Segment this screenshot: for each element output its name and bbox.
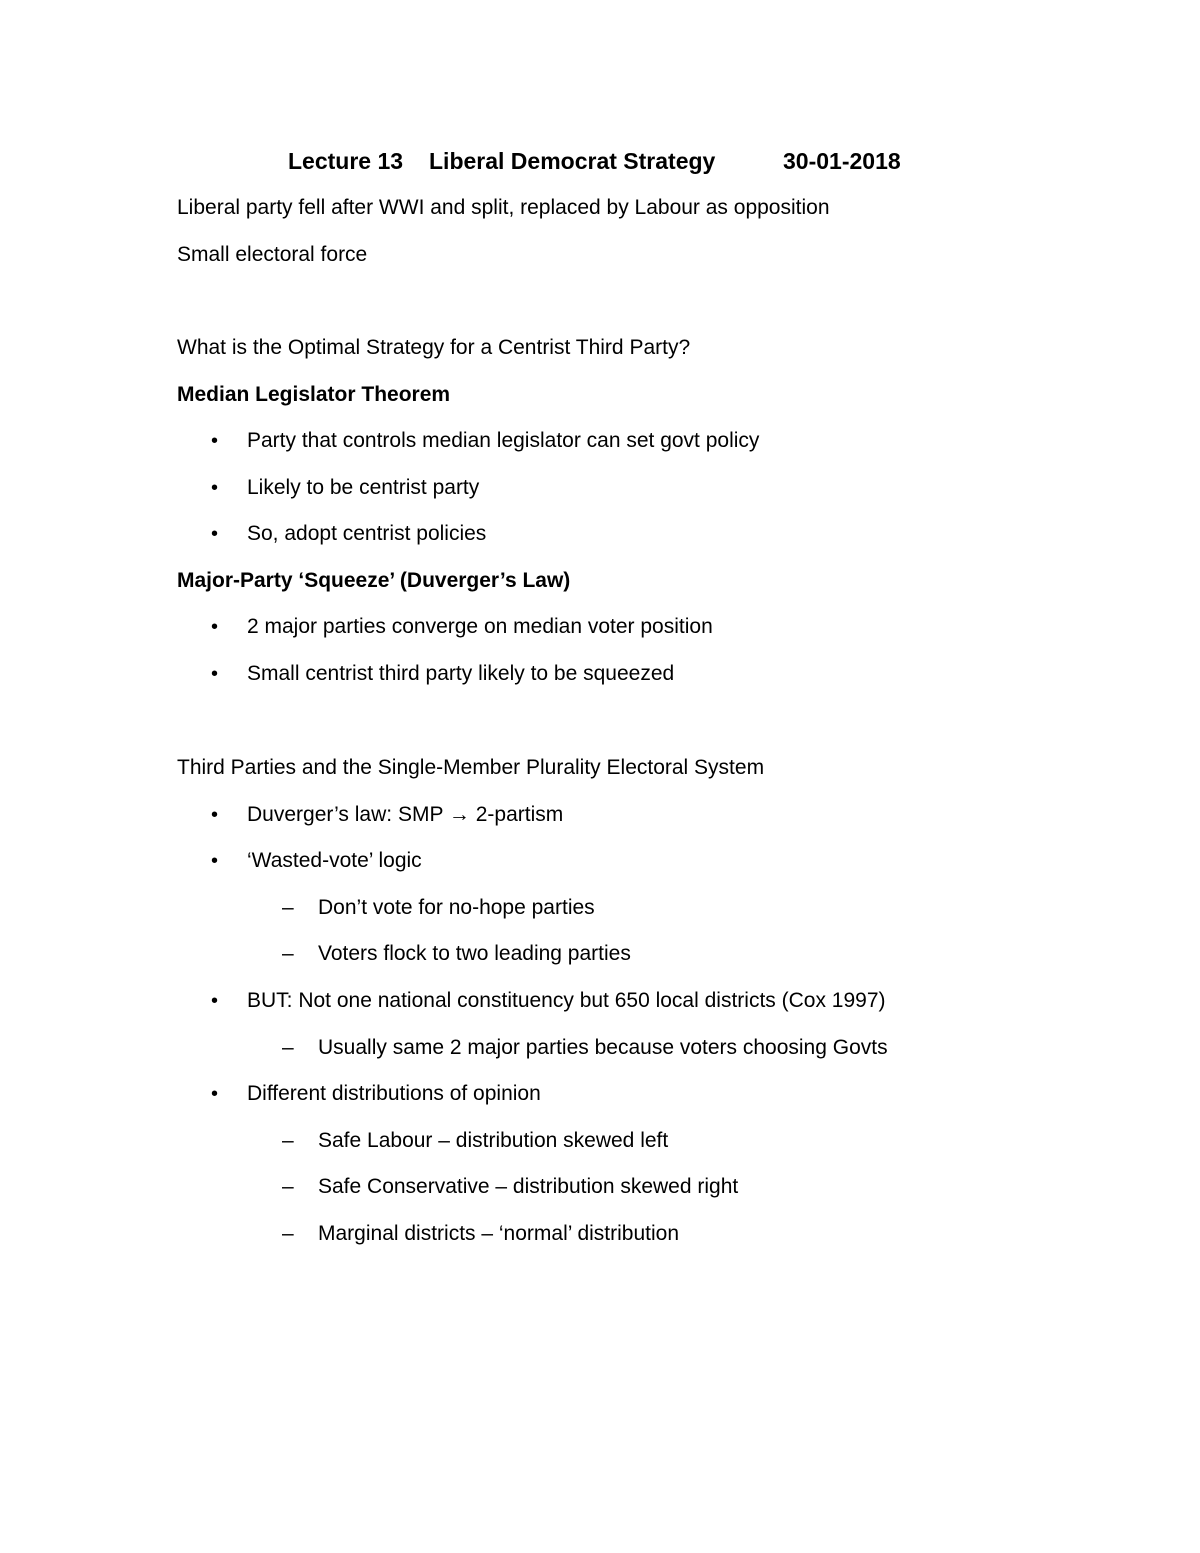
bullet-icon: • [211,616,219,638]
section-heading-median: Median Legislator Theorem [177,383,451,406]
bullet-icon: • [211,430,219,452]
bullet-item [0,471,1200,505]
bullet-item [0,517,1200,551]
bullet-text: BUT: Not one national constituency but 650 local districts (Cox 1997) [247,989,886,1012]
dash-icon: – [282,896,294,919]
title-topic: Liberal Democrat Strategy [429,148,716,174]
bullet-icon: • [211,1083,219,1105]
bullet-icon: • [211,523,219,545]
bullet-text: Likely to be centrist party [247,476,480,499]
intro-line: Liberal party fell after WWI and split, replaced by Labour as opposition [177,196,830,219]
title-lecture-number: Lecture 13 [288,148,404,174]
bullet-item [0,844,1200,878]
section-heading-smp: Third Parties and the Single-Member Plurality Electoral System [177,756,765,779]
bullet-text: Small centrist third party likely to be squeezed [247,662,675,685]
sub-bullet-text: Voters flock to two leading parties [318,942,631,965]
bullet-icon: • [211,850,219,872]
dash-icon: – [282,942,294,965]
section-heading-squeeze: Major-Party ‘Squeeze’ (Duverger’s Law) [177,569,571,592]
bullet-item [0,1077,1200,1111]
bullet-text: 2 major parties converge on median voter position [247,615,713,638]
bullet-icon: • [211,477,219,499]
document-title [0,144,1200,178]
sub-bullet-item [0,1170,1200,1204]
sub-bullet-item [0,1031,1200,1065]
bullet-icon: • [211,804,219,826]
dash-icon: – [282,1129,294,1152]
sub-bullet-item [0,1217,1200,1251]
dash-icon: – [282,1036,294,1059]
sub-bullet-item [0,937,1200,971]
bullet-item [0,798,1200,832]
sub-bullet-text: Safe Labour – distribution skewed left [318,1129,669,1152]
title-date: 30-01-2018 [783,148,901,174]
section-question: What is the Optimal Strategy for a Centrist Third Party? [177,336,691,359]
bullet-text: Duverger’s law: SMP → 2-partism [247,803,564,826]
sub-bullet-item [0,891,1200,925]
bullet-text: Different distributions of opinion [247,1082,541,1105]
bullet-text: So, adopt centrist policies [247,522,487,545]
sub-bullet-text: Usually same 2 major parties because voters choosing Govts [318,1036,888,1059]
bullet-item [0,657,1200,691]
bullet-icon: • [211,990,219,1012]
sub-bullet-text: Safe Conservative – distribution skewed right [318,1175,739,1198]
bullet-item [0,424,1200,458]
bullet-item [0,984,1200,1018]
sub-bullet-item [0,1124,1200,1158]
sub-bullet-text: Marginal districts – ‘normal’ distribution [318,1222,680,1245]
dash-icon: – [282,1175,294,1198]
bullet-text: Party that controls median legislator can set govt policy [247,429,760,452]
bullet-icon: • [211,663,219,685]
bullet-text: ‘Wasted-vote’ logic [247,849,422,872]
sub-bullet-text: Don’t vote for no-hope parties [318,896,595,919]
dash-icon: – [282,1222,294,1245]
intro-line: Small electoral force [177,243,368,266]
bullet-item [0,610,1200,644]
